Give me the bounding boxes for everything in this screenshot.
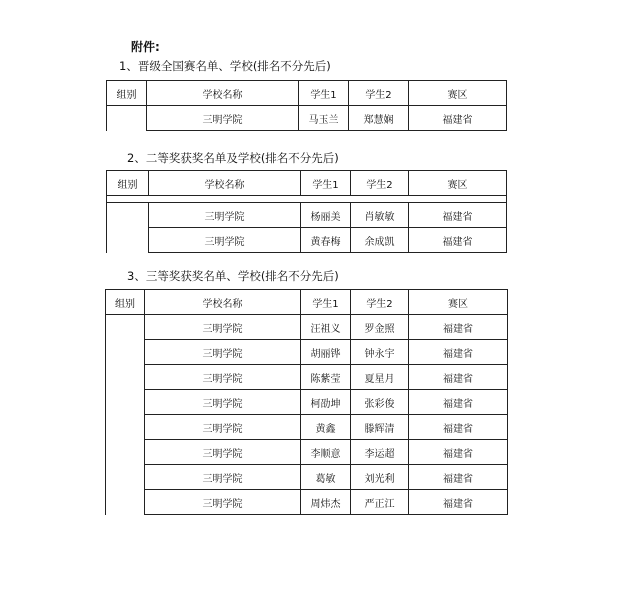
student2-cell: 张彩俊 — [351, 390, 409, 415]
col-header-student1: 学生1 — [301, 171, 351, 196]
col-header-group: 组别 — [107, 171, 149, 196]
table-third-prize — [105, 289, 508, 515]
student2-cell: 李运超 — [351, 440, 409, 465]
table-row — [106, 465, 508, 490]
school-cell: 三明学院 — [145, 390, 301, 415]
school-cell: 三明学院 — [145, 315, 301, 340]
group-cell — [107, 106, 147, 131]
section-heading-3: 3、三等奖获奖名单、学校(排名不分先后) — [127, 269, 339, 283]
col-header-school: 学校名称 — [149, 171, 301, 196]
student2-cell: 余成凯 — [351, 228, 409, 253]
table-row — [106, 315, 508, 340]
col-header-school: 学校名称 — [145, 290, 301, 315]
region-cell: 福建省 — [409, 490, 508, 515]
student1-cell: 黄春梅 — [301, 228, 351, 253]
table-gap — [107, 196, 507, 203]
col-header-region: 赛区 — [409, 290, 508, 315]
student1-cell: 陈紫莹 — [301, 365, 351, 390]
col-header-group: 组别 — [107, 81, 147, 106]
table-header-row — [107, 171, 507, 196]
school-cell: 三明学院 — [145, 465, 301, 490]
student1-cell: 葛敏 — [301, 465, 351, 490]
student2-cell: 刘光利 — [351, 465, 409, 490]
student2-cell: 严正江 — [351, 490, 409, 515]
student1-cell: 李顺意 — [301, 440, 351, 465]
school-cell: 三明学院 — [149, 203, 301, 228]
col-header-student1: 学生1 — [301, 290, 351, 315]
school-cell: 三明学院 — [145, 415, 301, 440]
student1-cell: 杨丽美 — [301, 203, 351, 228]
student1-cell: 胡丽铧 — [301, 340, 351, 365]
student1-cell: 马玉兰 — [299, 106, 349, 131]
student1-cell: 柯劭坤 — [301, 390, 351, 415]
table-header-row — [106, 290, 508, 315]
table-national-qualifiers — [106, 80, 507, 131]
col-header-group: 组别 — [106, 290, 145, 315]
attachment-label: 附件: — [131, 40, 160, 54]
table-row — [106, 340, 508, 365]
school-cell: 三明学院 — [145, 440, 301, 465]
student2-cell: 罗金照 — [351, 315, 409, 340]
table-row — [106, 440, 508, 465]
table-header-row — [107, 81, 507, 106]
student1-cell: 周炜杰 — [301, 490, 351, 515]
student2-cell: 夏星月 — [351, 365, 409, 390]
col-header-student2: 学生2 — [349, 81, 409, 106]
table-row — [107, 228, 507, 253]
col-header-region: 赛区 — [409, 171, 507, 196]
col-header-region: 赛区 — [409, 81, 507, 106]
school-cell: 三明学院 — [149, 228, 301, 253]
region-cell: 福建省 — [409, 415, 508, 440]
student2-cell: 滕辉清 — [351, 415, 409, 440]
group-cell — [106, 315, 145, 515]
section-heading-1: 1、晋级全国赛名单、学校(排名不分先后) — [119, 59, 331, 73]
student1-cell: 黄鑫 — [301, 415, 351, 440]
section-heading-2: 2、二等奖获奖名单及学校(排名不分先后) — [127, 151, 339, 165]
table-row — [107, 203, 507, 228]
region-cell: 福建省 — [409, 106, 507, 131]
table-row — [106, 490, 508, 515]
region-cell: 福建省 — [409, 440, 508, 465]
school-cell: 三明学院 — [145, 490, 301, 515]
col-header-school: 学校名称 — [147, 81, 299, 106]
region-cell: 福建省 — [409, 465, 508, 490]
region-cell: 福建省 — [409, 203, 507, 228]
school-cell: 三明学院 — [147, 106, 299, 131]
table-row — [106, 415, 508, 440]
table-row — [107, 106, 507, 131]
table-second-prize — [106, 170, 507, 253]
region-cell: 福建省 — [409, 228, 507, 253]
group-cell — [107, 203, 149, 253]
col-header-student1: 学生1 — [299, 81, 349, 106]
school-cell: 三明学院 — [145, 365, 301, 390]
table-row — [106, 390, 508, 415]
student1-cell: 汪祖义 — [301, 315, 351, 340]
col-header-student2: 学生2 — [351, 290, 409, 315]
school-cell: 三明学院 — [145, 340, 301, 365]
region-cell: 福建省 — [409, 390, 508, 415]
region-cell: 福建省 — [409, 315, 508, 340]
region-cell: 福建省 — [409, 365, 508, 390]
col-header-student2: 学生2 — [351, 171, 409, 196]
student2-cell: 郑慧娴 — [349, 106, 409, 131]
table-row — [106, 365, 508, 390]
student2-cell: 肖敏敏 — [351, 203, 409, 228]
region-cell: 福建省 — [409, 340, 508, 365]
student2-cell: 钟永宇 — [351, 340, 409, 365]
